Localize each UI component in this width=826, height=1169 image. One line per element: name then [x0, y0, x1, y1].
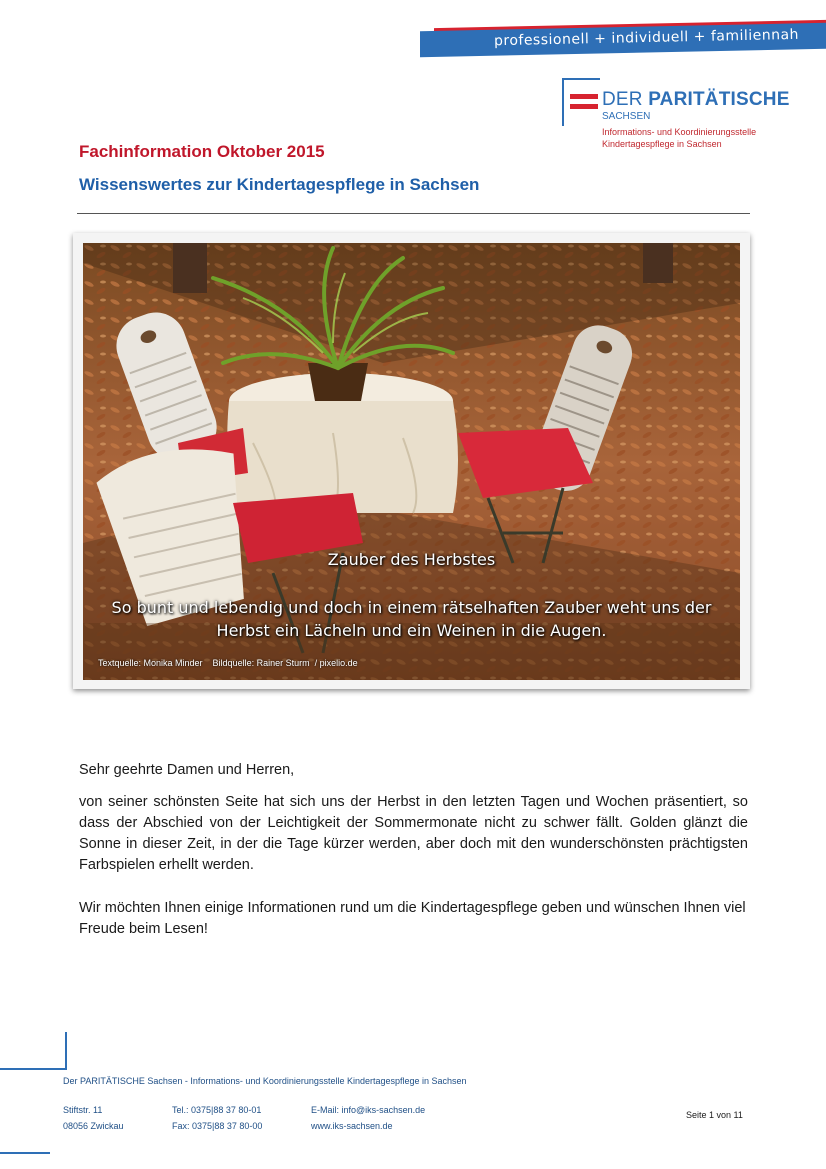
- footer-city: 08056 Zwickau: [63, 1121, 124, 1131]
- greeting: Sehr geehrte Damen und Herren,: [79, 762, 295, 778]
- closing-paragraph: Wir möchten Ihnen einige Informationen rund um die Kindertagespflege geben und wünschen Ihnen viel Freude beim Lesen!: [79, 900, 746, 937]
- footer-address: [63, 1102, 124, 1134]
- logo-stripe-top: [570, 94, 598, 99]
- logo-subtitle-line2: Kindertagespflege in Sachsen: [602, 139, 722, 149]
- logo-name: [602, 89, 790, 111]
- footer-organization: Der PARITÄTISCHE Sachsen - Informations- und Koordinierungsstelle Kindertagespflege in Sachsen: [63, 1076, 467, 1086]
- document-subtitle: Wissenswertes zur Kindertagespflege in Sachsen: [79, 175, 480, 194]
- logo-name-bold: PARITÄTISCHE: [648, 89, 790, 110]
- footer-accent-bottom: [0, 1152, 50, 1154]
- paritaetische-logo: [562, 78, 802, 158]
- intro-paragraph: von seiner schönsten Seite hat sich uns der Herbst in den letzten Tagen und Wochen präsentiert, so dass der Abschied von der Leichtigkeit der Sommermonate nicht zu schwer fällt. Golden glänzt die Sonne in dieser Zeit, in der die Tage kürzer werden, aber doch mit den wunderschönsten prächtigsten Farbspielen erhellt werden.: [79, 794, 748, 873]
- header-divider: [77, 213, 750, 214]
- logo-subtitle: [602, 126, 756, 150]
- footer-web-link[interactable]: www.iks-sachsen.de: [311, 1121, 393, 1131]
- slogan-banner: [420, 24, 826, 54]
- logo-name-prefix: DER: [602, 89, 649, 110]
- photo-caption-title: Zauber des Herbstes: [327, 550, 496, 569]
- footer-phone: [172, 1102, 262, 1134]
- autumn-photo: [83, 243, 740, 680]
- logo-stripe-bottom: [570, 104, 598, 109]
- footer-street: Stiftstr. 11: [63, 1105, 103, 1115]
- photo-caption-text: So bunt und lebendig und doch in einem rätselhaften Zauber weht uns der Herbst ein Lächeln und ein Weinen in die Augen.: [111, 598, 712, 640]
- banner-slogan: professionell + individuell + familiennah: [493, 26, 800, 50]
- document-title: Fachinformation Oktober 2015: [79, 142, 325, 161]
- page-number: Seite 1 von 11: [686, 1110, 743, 1120]
- logo-subtitle-line1: Informations- und Koordinierungsstelle: [602, 127, 757, 137]
- footer-fax: Fax: 0375|88 37 80-00: [172, 1121, 263, 1131]
- footer-accent-vertical: [65, 1032, 67, 1070]
- footer-tel: Tel.: 0375|88 37 80-01: [172, 1105, 262, 1115]
- footer-accent-horizontal: [0, 1068, 67, 1070]
- logo-region: SACHSEN: [602, 111, 651, 122]
- footer-contact: [311, 1102, 425, 1134]
- footer-email-link[interactable]: E-Mail: info@iks-sachsen.de: [311, 1105, 426, 1115]
- photo-source-credit: Textquelle: Monika Minder Bildquelle: Rainer Sturm / pixelio.de: [98, 658, 358, 668]
- logo-frame: [562, 78, 600, 126]
- autumn-photo-frame: [73, 233, 750, 689]
